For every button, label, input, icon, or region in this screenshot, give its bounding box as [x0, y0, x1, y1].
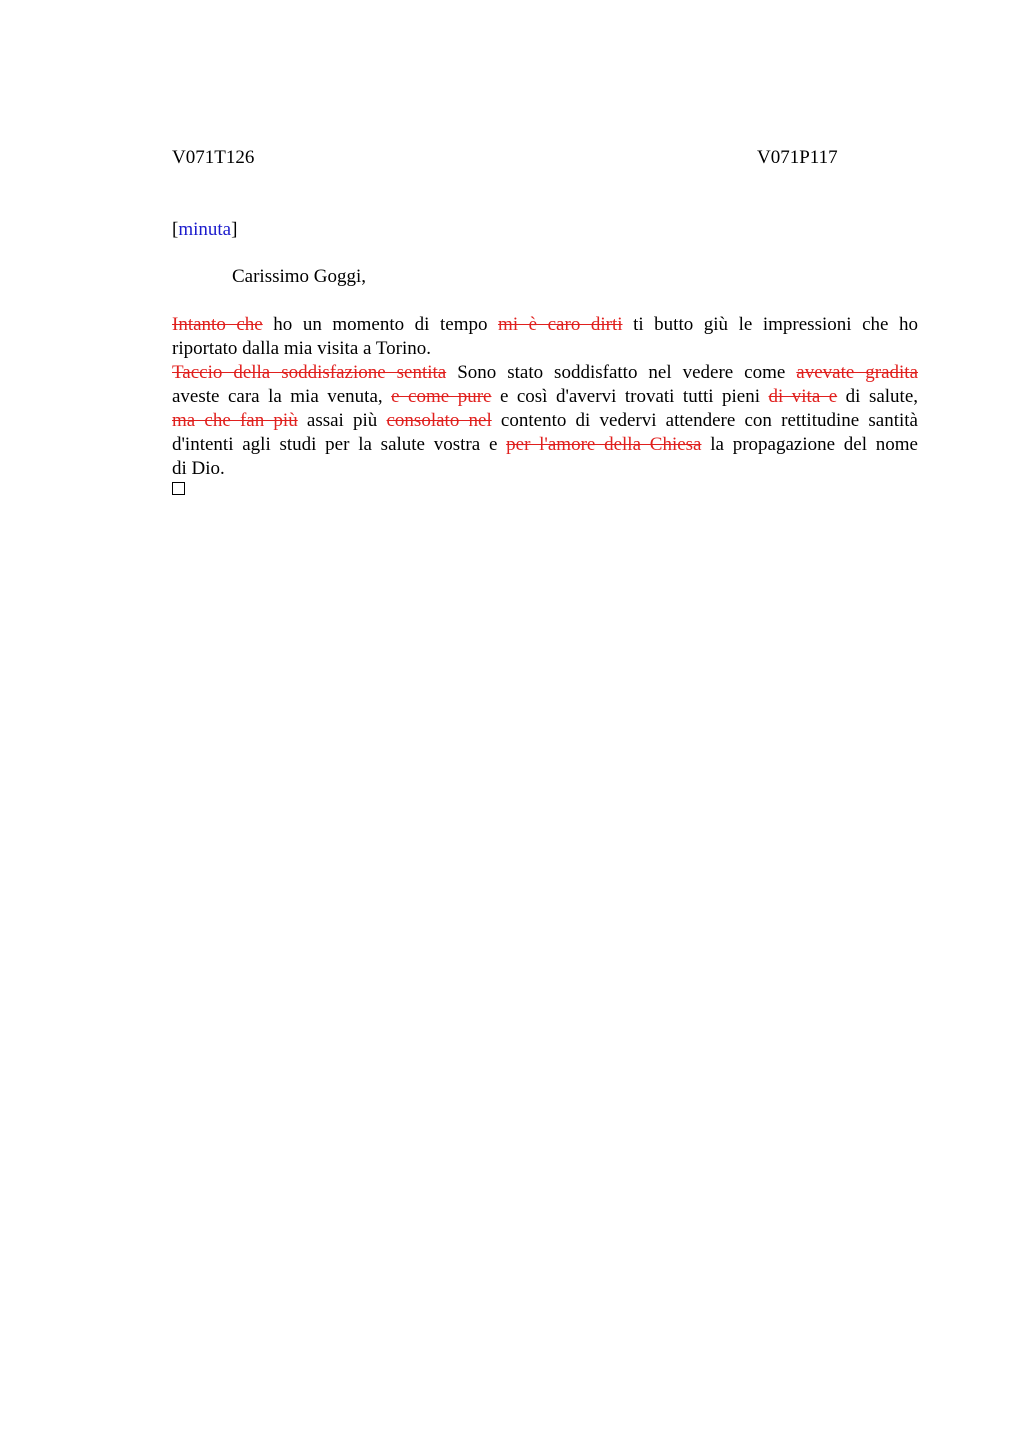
deleted-text: e come pure: [391, 386, 492, 407]
body-line-1: [172, 313, 918, 337]
body-line-6: [172, 433, 918, 457]
body-text: la propagazione del nome: [701, 434, 918, 455]
body-text: ho un momento di tempo: [262, 314, 499, 335]
body-text: aveste cara la mia venuta,: [172, 386, 392, 407]
body-text: contento di vedervi attendere con rettitudine santità: [491, 410, 918, 431]
body-text: d'intenti agli studi per la salute vostra e: [172, 434, 507, 455]
body-line-7: [172, 457, 918, 481]
letter-body: [172, 313, 918, 481]
deleted-text: di vita e: [768, 386, 838, 407]
deleted-text: ma che fan più: [172, 410, 298, 431]
body-text: Sono stato soddisfatto nel vedere come: [446, 362, 797, 383]
deleted-text: mi è caro dirti: [498, 314, 623, 335]
deleted-text: consolato nel: [386, 410, 492, 431]
body-text: riportato dalla mia visita a Torino.: [172, 338, 431, 359]
body-line-2: [172, 337, 918, 361]
empty-square-icon: [172, 482, 185, 495]
deleted-text: per l'amore della Chiesa: [506, 434, 702, 455]
deleted-text: avevate gradita: [796, 362, 919, 383]
deleted-text: Intanto che: [172, 314, 263, 335]
body-text: di salute,: [837, 386, 919, 407]
deleted-text: Taccio della soddisfazione sentita: [172, 362, 447, 383]
document-code-left: V071T126: [172, 147, 255, 168]
tag-close-bracket: ]: [231, 219, 238, 240]
body-text: ti butto giù le impressioni che ho: [622, 314, 918, 335]
tag-word: minuta: [178, 219, 232, 240]
tag-open-bracket: [: [172, 219, 179, 240]
body-line-5: [172, 409, 918, 433]
body-line-4: [172, 385, 918, 409]
body-text: di Dio.: [172, 458, 225, 479]
draft-tag: [172, 219, 237, 241]
document-code-right: V071P117: [757, 147, 838, 168]
body-line-3: [172, 361, 918, 385]
body-text: e così d'avervi trovati tutti pieni: [491, 386, 769, 407]
salutation: Carissimo Goggi,: [232, 266, 367, 287]
body-text: assai più: [297, 410, 387, 431]
